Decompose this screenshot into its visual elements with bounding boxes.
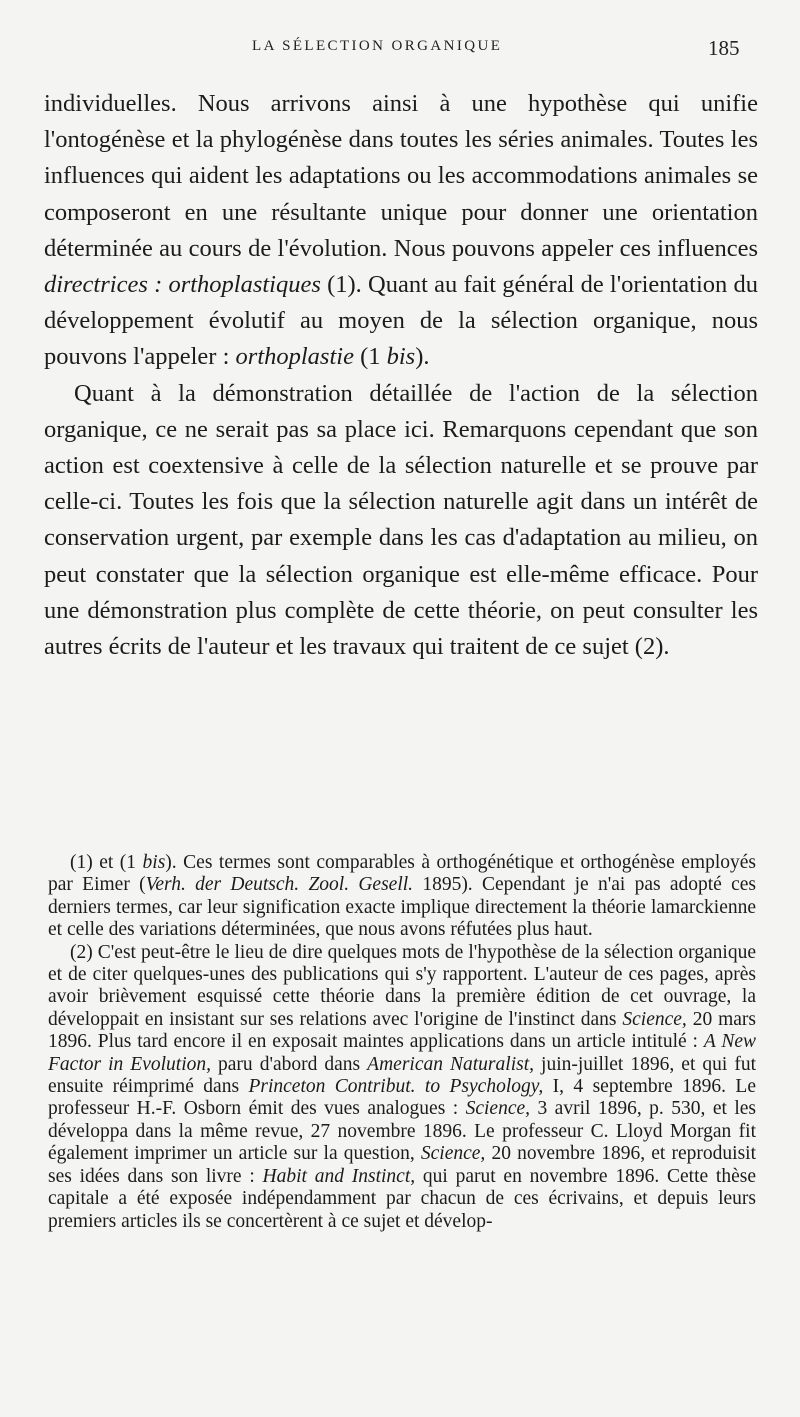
- footnote-2-text-c: paru d'abord dans: [211, 1053, 368, 1075]
- footnote-1-text-b: ). Ces termes sont comparables à orthogénétique et orthogénèse employés par Eimer (: [48, 852, 756, 896]
- running-head: LA SÉLECTION ORGANIQUE: [252, 38, 503, 54]
- paragraph-1: [44, 86, 758, 376]
- footnote-2-italic-e: Science,: [465, 1098, 531, 1120]
- footnote-2-text-f: 3 avril 1896, p. 530, et les développa dans la même revue, 27 novembre 1896. Le professeur C. Lloyd Morgan fit également imprimer un article sur la question,: [48, 1098, 757, 1165]
- footnote-2-italic-c: American Naturalist,: [367, 1053, 534, 1075]
- footnote-2: [48, 942, 756, 1233]
- footnote-2-text-g: 20 novembre 1896, et reproduisit ses idées dans son livre :: [48, 1143, 756, 1187]
- footnote-2-italic-f: Science,: [420, 1143, 486, 1165]
- paragraph-1-italic-a: directrices : orthoplastiques: [44, 271, 321, 299]
- footnote-1-text-a: (1) et (1: [70, 852, 143, 873]
- paragraph-1-text-d: ).: [415, 343, 430, 371]
- footnote-2-text-e: I, 4 septembre 1896. Le professeur H.-F. Osborn émit des vues analogues :: [48, 1076, 756, 1120]
- paragraph-1-italic-c: bis: [386, 343, 416, 371]
- paragraph-1-text-a: individuelles. Nous arrivons ainsi à une hypothèse qui unifie l'ontogénèse et la phylogénèse dans toutes les séries animales. Toutes les influences qui aident les adaptations ou les accommodations animales se composeront en une résultante unique pour donner une orientation déterminée au cours de l'évolution. Nous pouvons appeler ces influences: [44, 90, 758, 262]
- footnote-2-text-b: 20 mars 1896. Plus tard encore il en exposait maintes applications dans un article intitulé :: [48, 1008, 757, 1053]
- footnote-1-italic-a: bis: [142, 852, 166, 873]
- footnote-2-text-h: qui parut en novembre 1896. Cette thèse capitale a été exposée indépendamment par chacun de ces écrivains, et depuis leurs premiers articles ils se concertèrent à ce sujet et dévelop-: [48, 1165, 756, 1232]
- page-header: [0, 36, 800, 66]
- footnote-2-italic-b: A New Factor in Evolution,: [48, 1031, 756, 1075]
- footnote-1-italic-b: Verh. der Deutsch. Zool. Gesell.: [145, 874, 414, 896]
- footnote-1: [48, 852, 756, 942]
- footnote-2-italic-a: Science,: [622, 1008, 687, 1030]
- paragraph-2: Quant à la démonstration détaillée de l'action de la sélection organique, ce ne serait pas sa place ici. Remarquons cependant que son action est coextensive à celle de la sélection naturelle et se prouve par celle-ci. Toutes les fois que la sélection naturelle agit dans un intérêt de conservation urgent, par exemple dans les cas d'adaptation au milieu, on peut constater que la sélection organique est elle-même efficace. Pour une démonstration plus complète de cette théorie, on peut consulter les autres écrits de l'auteur et les travaux qui traitent de ce sujet (2).: [44, 379, 758, 661]
- footnotes: [48, 852, 756, 1233]
- footnote-2-text-d: juin-juillet 1896, et qui fut ensuite réimprimé dans: [48, 1053, 756, 1098]
- paragraph-1-text-c: (1: [353, 343, 387, 371]
- page-number: 185: [708, 36, 740, 60]
- footnote-2-italic-g: Habit and Instinct,: [262, 1165, 416, 1187]
- main-text: [44, 86, 758, 665]
- footnote-2-text-a: (2) C'est peut-être le lieu de dire quelques mots de l'hypothèse de la sélection organique et de citer quelques-unes des publications qui s'y rapportent. L'auteur de ces pages, après avoir brièvement esquissé cette théorie dans la première édition de cet ouvrage, la développait en insistant sur ses relations avec l'origine de l'instinct dans: [48, 941, 756, 1030]
- paragraph-1-italic-b: orthoplastie: [235, 343, 354, 371]
- paragraph-1-text-b: (1). Quant au fait général de l'orientation du développement évolutif au moyen de la sélection organique, nous pouvons l'appeler :: [44, 271, 758, 371]
- footnote-1-text-c: 1895). Cependant je n'ai pas adopté ces derniers termes, car leur signification exacte implique directement la théorie lamarckienne et celle des variations déterminées, que nous avons réfutées plus haut.: [48, 874, 756, 941]
- footnote-2-italic-d: Princeton Contribut. to Psychology,: [248, 1076, 544, 1098]
